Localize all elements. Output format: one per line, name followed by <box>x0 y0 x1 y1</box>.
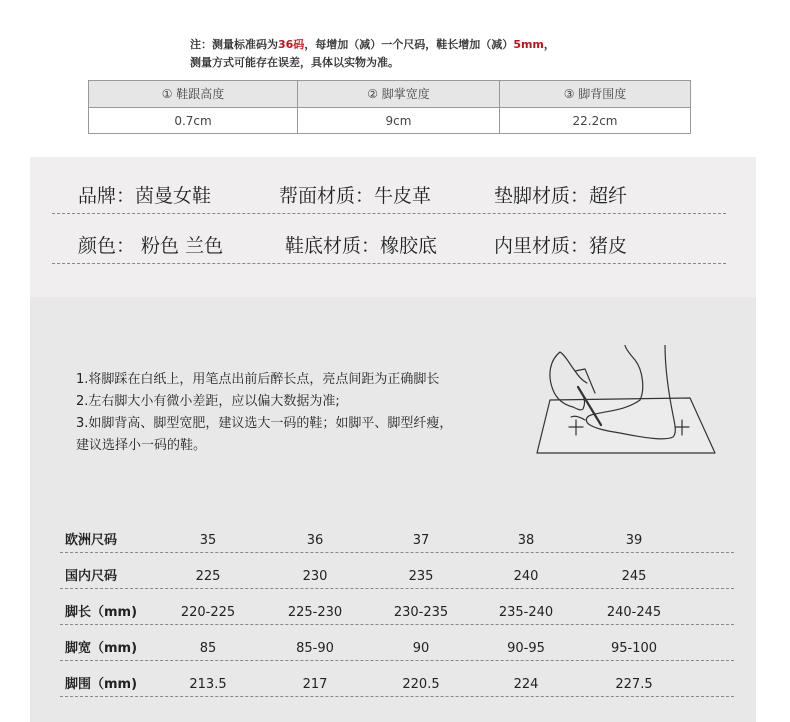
size-cell: 217 <box>302 677 328 692</box>
note-line-2: 测量方式可能存在误差，具体以实物为准。 <box>190 56 399 69</box>
product-info-panel <box>30 157 756 297</box>
size-cell: 90 <box>412 641 430 656</box>
instruction-line: 1.将脚踩在白纸上，用笔点出前后醉长点，亮点间距为正确脚长 <box>76 372 440 387</box>
measurement-table <box>88 80 691 134</box>
size-cell: 227.5 <box>615 677 653 692</box>
row-label: 国内尺码 <box>65 569 118 584</box>
size-cell: 240-245 <box>606 605 662 620</box>
size-row-eu <box>60 517 734 553</box>
size-cell: 39 <box>625 533 643 548</box>
note-line-1 <box>190 36 555 54</box>
instruction-line: 3.如脚背高、脚型宽肥，建议选大一码的鞋；如脚平、脚型纤瘦， <box>76 416 453 431</box>
size-cell: 85-90 <box>296 641 334 656</box>
size-cell: 235-240 <box>498 605 554 620</box>
header-heel-height: ① 鞋跟高度 <box>89 81 298 107</box>
size-cell: 213.5 <box>189 677 227 692</box>
size-row-foot-width <box>60 625 734 661</box>
header-forefoot-width: ② 脚掌宽度 <box>298 81 500 107</box>
increment-highlight: 5mm <box>513 38 544 51</box>
foot-measuring-icon <box>525 345 725 460</box>
size-cell: 225-230 <box>287 605 343 620</box>
note-text: ，每增加（减）一个尺码，鞋长增加（减） <box>304 38 514 51</box>
row-label: 脚长（mm) <box>65 605 138 620</box>
size-cell: 38 <box>517 533 535 548</box>
size-cell: 90-95 <box>507 641 545 656</box>
measurement-table-values <box>89 108 690 134</box>
value-instep-girth: 22.2cm <box>572 114 618 128</box>
note-text: ， <box>543 38 555 51</box>
header-instep-girth: ③ 脚背围度 <box>563 87 627 101</box>
size-cell: 36 <box>306 533 324 548</box>
info-row <box>52 175 726 214</box>
color-text: 颜色： 粉色 兰色 <box>78 235 224 257</box>
size-cell: 235 <box>408 569 434 584</box>
instruction-line: 2.左右脚大小有微小差距，应以偏大数据为准; <box>76 394 340 409</box>
value-heel-height: 0.7cm <box>89 108 298 134</box>
size-cell: 35 <box>199 533 217 548</box>
size-cell: 220.5 <box>402 677 440 692</box>
size-cell: 37 <box>412 533 430 548</box>
size-cell: 95-100 <box>610 641 658 656</box>
brand-text: 品牌：茵曼女鞋 <box>78 185 212 207</box>
size-guide-panel <box>30 297 756 722</box>
size-cell: 230-235 <box>393 605 449 620</box>
lining-material-text: 内里材质：猪皮 <box>494 235 628 257</box>
instruction-line: 建议选择小一码的鞋。 <box>76 438 207 453</box>
size-cell: 230 <box>302 569 328 584</box>
size-cell: 224 <box>513 677 539 692</box>
insole-material-text: 垫脚材质：超纤 <box>494 185 628 207</box>
row-label: 脚围（mm) <box>65 677 138 692</box>
size-cell: 245 <box>621 569 647 584</box>
row-label: 欧洲尺码 <box>65 533 118 548</box>
sole-material-text: 鞋底材质：橡胶底 <box>285 235 438 257</box>
size-chart-table <box>60 517 734 697</box>
size-cell: 85 <box>199 641 217 656</box>
note-text: 注：测量标准码为 <box>190 38 278 51</box>
row-label: 脚宽（mm) <box>65 641 138 656</box>
info-row <box>52 225 726 264</box>
size-cell: 225 <box>195 569 221 584</box>
upper-material-text: 帮面材质：牛皮革 <box>279 185 432 207</box>
value-forefoot-width: 9cm <box>298 108 500 134</box>
size-row-foot-girth <box>60 661 734 697</box>
size-row-cn <box>60 553 734 589</box>
size-row-foot-length <box>60 589 734 625</box>
measuring-instructions <box>76 369 452 457</box>
size-cell: 240 <box>513 569 539 584</box>
size-cell: 220-225 <box>180 605 236 620</box>
measurement-note <box>190 36 555 72</box>
standard-size-highlight: 36码 <box>278 38 305 51</box>
measurement-table-header <box>89 81 690 108</box>
